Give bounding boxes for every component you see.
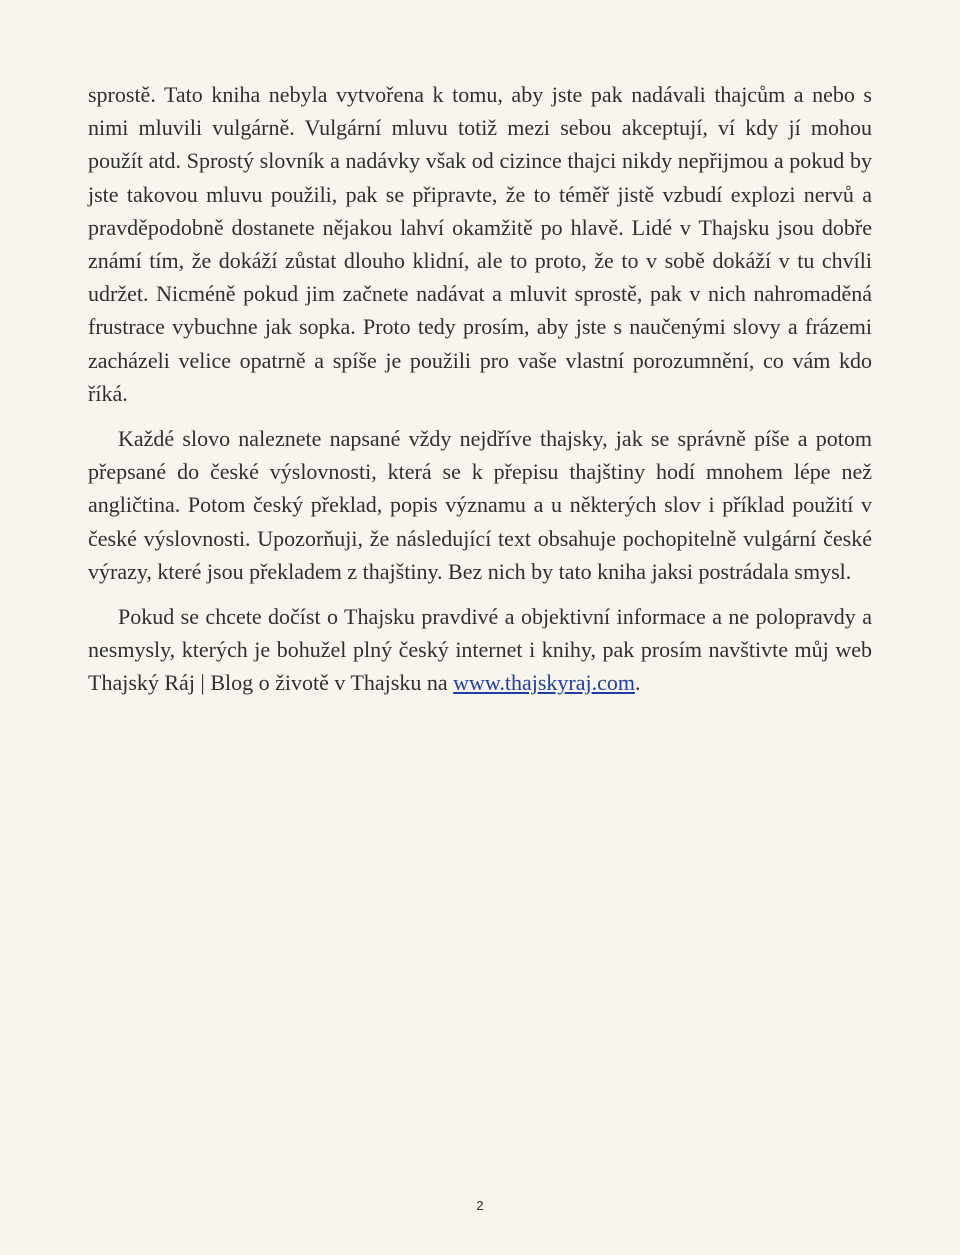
paragraph-word-format: Každé slovo naleznete napsané vždy nejdříve thajsky, jak se správně píše a potom přepsané do české výslovnosti, která se k přepisu thajštiny hodí mnohem lépe než angličtina. Potom český překlad, popis významu a u některých slov i příklad použití v české výslovnosti. Upozorňuji, že následující text obsahuje pochopitelně vulgární české výrazy, které jsou překladem z thajštiny. Bez nich by tato kniha jaksi postrádala smysl. <box>88 426 872 584</box>
body-text <box>88 78 872 700</box>
website-trailing-punct: . <box>635 670 641 696</box>
website-text: Pokud se chcete dočíst o Thajsku pravdivé a objektivní informace a ne polopravdy a nesmysly, kterých je bohužel plný český internet i knihy, pak prosím navštivte můj web Thajský Ráj | Blog o životě v Thajsku na <box>88 604 872 696</box>
website-link[interactable]: www.thajskyraj.com <box>453 670 635 696</box>
paragraph-intro: sprostě. Tato kniha nebyla vytvořena k tomu, aby jste pak nadávali thajcům a nebo s nimi mluvili vulgárně. Vulgární mluvu totiž mezi sebou akceptují, ví kdy jí mohou použít atd. Sprostý slovník a nadávky však od cizince thajci nikdy nepřijmou a pokud by jste takovou mluvu použili, pak se připravte, že to téměř jistě vzbudí explozi nervů a pravděpodobně dostanete nějakou lahví okamžitě po hlavě. Lidé v Thajsku jsou dobře známí tím, že dokáží zůstat dlouho klidní, ale to proto, že to v sobě dokáží v tu chvíli udržet. Nicméně pokud jim začnete nadávat a mluvit sprostě, pak v nich nahromaděná frustrace vybuchne jak sopka. Proto tedy prosím, aby jste s naučenými slovy a frázemi zacházeli velice opatrně a spíše je použili pro vaše vlastní porozumnění, co vám kdo říká. <box>88 82 872 406</box>
page-number: 2 <box>476 1198 484 1213</box>
paragraph-website <box>88 600 872 700</box>
